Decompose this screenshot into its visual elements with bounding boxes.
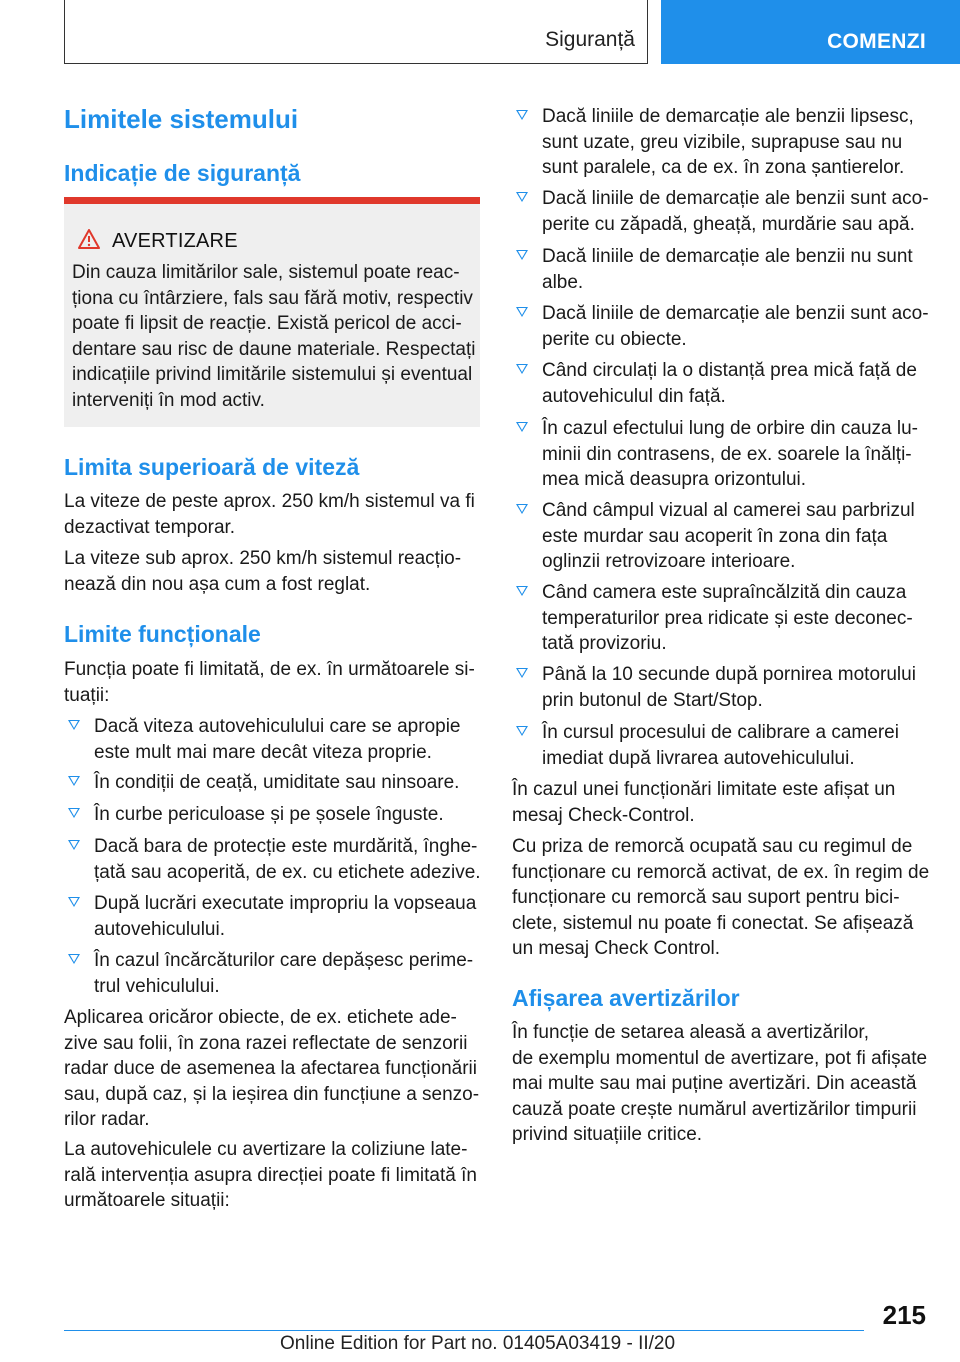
text-line: minii din contrasens, de ex. soarele la înălți- xyxy=(542,443,912,465)
bullet-triangle-icon xyxy=(68,897,80,907)
text-line: În funcție de setarea aleasă a avertizărilor, xyxy=(512,1022,869,1043)
text-line: dentare sau risc de daune materiale. Respectați xyxy=(72,338,476,360)
text-line: Când câmpul vizual al camerei sau parbrizul xyxy=(542,500,915,521)
text-line: oglinzii retrovizoare interioare. xyxy=(542,551,796,572)
text-line: Aplicarea oricăror obiecte, de ex. etichete ade- xyxy=(64,1007,457,1028)
text-line: Dacă viteza autovehiculului care se apropie xyxy=(94,716,461,737)
text-line: După lucrări executate impropriu la vopseaua xyxy=(94,893,477,914)
footer-edition: Online Edition for Part no. 01405A03419 - II/20 xyxy=(280,1333,676,1354)
text-line: temperaturilor prea ridicate și este deconec- xyxy=(542,607,913,629)
speed-limit-paragraph xyxy=(64,489,480,540)
bullet-triangle-icon xyxy=(516,250,528,260)
functional-intro xyxy=(64,657,480,708)
text-line: următoarele situații: xyxy=(64,1190,230,1211)
bullet-triangle-icon xyxy=(68,954,80,964)
page-number: 215 xyxy=(882,1300,926,1330)
bullet-triangle-icon xyxy=(68,840,80,850)
text-line: poate fi lipsit de reacție. Există pericol de acci- xyxy=(72,313,462,334)
text-line: În cazul efectului lung de orbire din cauza lu- xyxy=(542,418,919,439)
text-line: interveniți în mod activ. xyxy=(72,389,265,411)
text-line: tuații: xyxy=(64,684,110,706)
bullet-triangle-icon xyxy=(516,422,528,432)
bullet-triangle-icon xyxy=(68,776,80,786)
text-line: Cu priza de remorcă ocupată sau cu regimul de xyxy=(512,836,913,857)
warning-title: AVERTIZARE xyxy=(112,230,238,252)
text-line: autovehiculul din față. xyxy=(542,385,726,407)
lateral-paragraph xyxy=(64,1137,480,1214)
header-section-box xyxy=(64,0,648,64)
warning-text xyxy=(72,260,476,413)
text-line: nează din nou așa cum a fost reglat. xyxy=(64,573,371,595)
text-line: sunt uzate, greu vizibile, suprapuse sau nu xyxy=(542,131,903,153)
speed-limit-paragraph xyxy=(64,546,480,597)
text-line: clete, sistemul nu poate fi conectat. Se afișează xyxy=(512,912,914,934)
text-line: În curbe periculoase și pe șosele înguste. xyxy=(94,804,444,825)
text-line: un mesaj Check Control. xyxy=(512,938,721,959)
text-line: În condiții de ceață, umiditate sau ninsoare. xyxy=(94,772,460,793)
bullet-triangle-icon xyxy=(516,307,528,317)
text-line: mea mică deasupra orizontului. xyxy=(542,469,807,490)
text-line: Funcția poate fi limitată, de ex. în următoarele si- xyxy=(64,659,475,680)
warning-box xyxy=(64,197,480,427)
text-line: Din cauza limitărilor sale, sistemul poate reac- xyxy=(72,262,460,283)
header-section-title: Siguranță xyxy=(545,28,635,51)
bullet-triangle-icon xyxy=(516,726,528,736)
bullet-triangle-icon xyxy=(516,192,528,202)
text-line: indicațiile privind limitările sistemului și eventual xyxy=(72,364,473,385)
warnings-display-paragraph xyxy=(512,1020,926,1148)
text-line: trul vehiculului. xyxy=(94,975,220,997)
text-line: cauză poate crește numărul avertizărilor timpurii xyxy=(512,1098,917,1120)
text-line: dezactivat temporar. xyxy=(64,516,236,538)
text-line: mai multe sau mai puține avertizări. Din această xyxy=(512,1073,917,1094)
text-line: sau, după caz, și la ieșirea din funcțiune a senzo- xyxy=(64,1083,480,1105)
bullet-triangle-icon xyxy=(68,720,80,730)
bullet-triangle-icon xyxy=(516,586,528,596)
text-line: Dacă liniile de demarcație ale benzii sunt aco- xyxy=(542,303,929,324)
warnings-display-heading: Afișarea avertizărilor xyxy=(512,985,740,1011)
text-line: Dacă liniile de demarcație ale benzii lipsesc, xyxy=(542,106,914,127)
bullet-triangle-icon xyxy=(516,364,528,374)
check-control-paragraph xyxy=(512,777,926,828)
text-line: privind situațiile critice. xyxy=(512,1124,703,1145)
text-line: zive sau folii, în zona razei reflectate de senzorii xyxy=(64,1032,468,1054)
safety-heading: Indicație de siguranță xyxy=(64,160,301,186)
objects-paragraph xyxy=(64,1005,480,1133)
text-line: Dacă liniile de demarcație ale benzii sunt aco- xyxy=(542,188,929,209)
warning-triangle-icon xyxy=(78,228,100,250)
bullet-triangle-icon xyxy=(68,808,80,818)
text-line: imediat după livrarea autovehiculului. xyxy=(542,747,855,769)
bullet-triangle-icon xyxy=(516,110,528,120)
text-line: prin butonul de Start/Stop. xyxy=(542,689,763,711)
text-line: ționa cu întârziere, fals sau fără motiv, respectiv xyxy=(72,287,473,309)
text-line: radar duce de asemenea la afectarea funcționării xyxy=(64,1058,477,1079)
text-line: rală intervenția asupra direcției poate fi limitată în xyxy=(64,1164,477,1186)
text-line: La autovehiculele cu avertizare la coliziune late- xyxy=(64,1139,468,1160)
page-title: Limitele sistemului xyxy=(64,104,299,134)
text-line: albe. xyxy=(542,271,584,293)
bullet-triangle-icon xyxy=(516,668,528,678)
text-line: mesaj Check-Control. xyxy=(512,804,695,826)
text-line: perite cu obiecte. xyxy=(542,328,687,350)
text-line: rilor radar. xyxy=(64,1109,150,1130)
speed-limit-heading: Limita superioară de viteză xyxy=(64,454,360,480)
text-line: funcționare cu remorcă sau suport pentru bici- xyxy=(512,887,900,908)
text-line: Dacă liniile de demarcație ale benzii nu sunt xyxy=(542,246,913,267)
text-line: În cazul încărcăturilor care depășesc perime- xyxy=(94,950,474,971)
text-line: sunt paralele, ca de ex. în zona șantierelor. xyxy=(542,157,905,178)
text-line: Până la 10 secunde după pornirea motorului xyxy=(542,664,916,685)
text-line: Când circulați la o distanță prea mică față de xyxy=(542,360,917,381)
functional-heading: Limite funcționale xyxy=(64,621,261,647)
text-line: funcționare cu remorcă activat, de ex. în regim de xyxy=(512,861,930,883)
text-line: În cazul unei funcționări limitate este afișat un xyxy=(512,779,896,800)
text-line: perite cu zăpadă, gheață, murdărie sau apă. xyxy=(542,213,915,235)
text-line: este murdar sau acoperit în zona din fața xyxy=(542,525,888,547)
bullet-triangle-icon xyxy=(516,504,528,514)
text-line: La viteze sub aprox. 250 km/h sistemul reacțio- xyxy=(64,548,462,569)
text-line: La viteze de peste aprox. 250 km/h sistemul va fi xyxy=(64,491,475,512)
trailer-paragraph xyxy=(512,834,930,962)
text-line: Când camera este supraîncălzită din cauza xyxy=(542,582,907,603)
text-line: tată provizoriu. xyxy=(542,633,667,654)
text-line: autovehiculului. xyxy=(94,918,225,940)
text-line: este mult mai mare decât viteza proprie. xyxy=(94,741,432,763)
header-tab-label: COMENZI xyxy=(827,30,926,53)
text-line: Dacă bara de protecție este murdărită, înghe- xyxy=(94,836,478,857)
footer-divider xyxy=(64,1330,864,1331)
header-tab[interactable] xyxy=(661,0,960,64)
text-line: de exemplu momentul de avertizare, pot fi afișate xyxy=(512,1047,928,1069)
text-line: țată sau acoperită, de ex. cu etichete adezive. xyxy=(94,861,481,883)
text-line: În cursul procesului de calibrare a camerei xyxy=(542,722,899,743)
